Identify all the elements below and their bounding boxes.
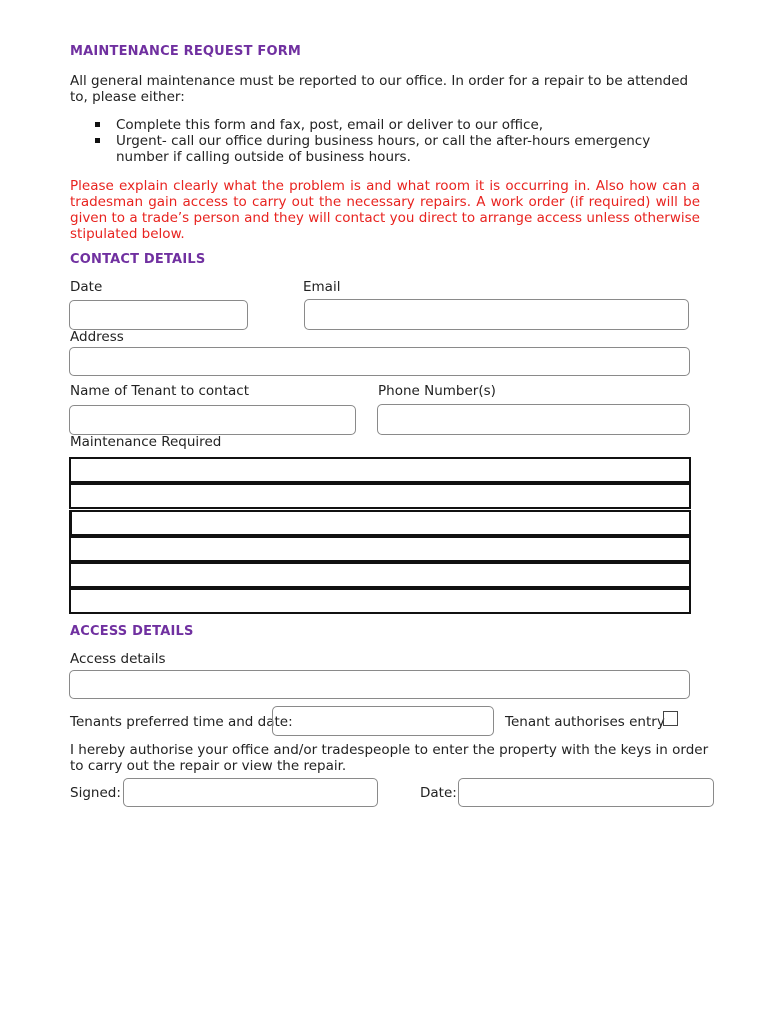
maintenance-row[interactable] bbox=[69, 510, 691, 536]
intro-text: All general maintenance must be reported to our office. In order for a repair to be attended to, please either: bbox=[70, 73, 689, 105]
maintenance-row[interactable] bbox=[69, 536, 691, 562]
access-details-label: Access details bbox=[70, 651, 166, 667]
list-item: Urgent- call our office during business hours, or call the after-hours emergency number if calling outside of business hours. bbox=[70, 133, 690, 165]
form-title: MAINTENANCE REQUEST FORM bbox=[70, 44, 302, 59]
maintenance-row[interactable] bbox=[69, 483, 691, 509]
signed-label: Signed: bbox=[70, 785, 121, 801]
preferred-time-field[interactable] bbox=[272, 706, 494, 736]
bullet-icon bbox=[95, 122, 100, 127]
access-details-field[interactable] bbox=[69, 670, 690, 699]
address-field[interactable] bbox=[69, 347, 690, 376]
sign-date-label: Date: bbox=[420, 785, 457, 801]
bullet-icon bbox=[95, 138, 100, 143]
phone-field[interactable] bbox=[377, 404, 690, 435]
list-item: Complete this form and fax, post, email or deliver to our office, bbox=[70, 117, 690, 133]
sign-date-field[interactable] bbox=[458, 778, 714, 807]
authorises-entry-label: Tenant authorises entry bbox=[505, 714, 665, 730]
access-heading: ACCESS DETAILS bbox=[70, 624, 194, 639]
maintenance-row[interactable] bbox=[69, 588, 691, 614]
email-label: Email bbox=[303, 279, 341, 295]
instruction-list bbox=[70, 117, 690, 165]
tenant-name-field[interactable] bbox=[69, 405, 356, 435]
authorise-entry-checkbox[interactable] bbox=[663, 711, 678, 726]
preferred-time-label: Tenants preferred time and date: bbox=[70, 714, 293, 730]
maintenance-row[interactable] bbox=[69, 457, 691, 483]
maintenance-row[interactable] bbox=[69, 562, 691, 588]
phone-label: Phone Number(s) bbox=[378, 383, 496, 399]
maintenance-label: Maintenance Required bbox=[70, 434, 222, 450]
notice-text: Please explain clearly what the problem is and what room it is occurring in. Also how can a tradesman gain access to carry out the necessary repairs. A work order (if required) will be given to a trade’s person and they will contact you direct to arrange access unless otherwise stipulated below. bbox=[70, 178, 700, 242]
address-label: Address bbox=[70, 329, 124, 345]
contact-heading: CONTACT DETAILS bbox=[70, 252, 206, 267]
authorisation-text: I hereby authorise your office and/or tradespeople to enter the property with the keys in order to carry out the repair or view the repair. bbox=[70, 742, 709, 774]
email-field[interactable] bbox=[304, 299, 689, 330]
signature-field[interactable] bbox=[123, 778, 378, 807]
date-field[interactable] bbox=[69, 300, 248, 330]
tenant-label: Name of Tenant to contact bbox=[70, 383, 250, 399]
date-label: Date bbox=[70, 279, 103, 295]
